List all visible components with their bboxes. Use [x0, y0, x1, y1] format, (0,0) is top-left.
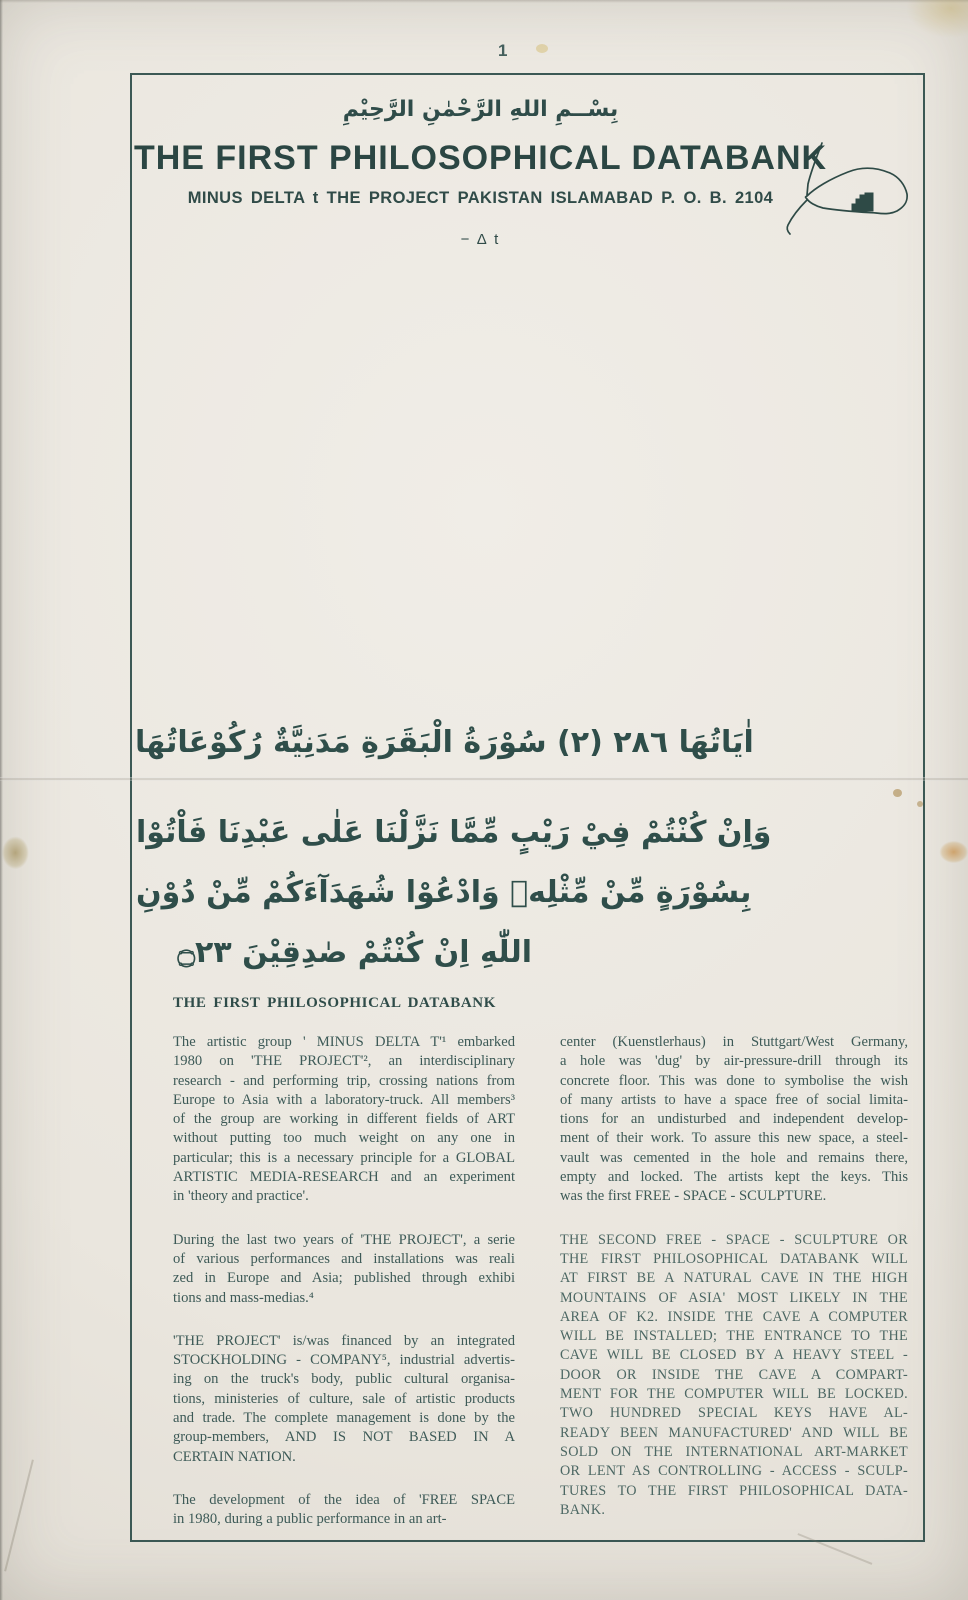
page-border-frame [130, 73, 925, 1542]
paragraph: center (Kuenstlerhaus) in Stuttgart/West Germany, a hole was 'dug' by air-pressure-drill through its concrete floor. This was done to symbolise the wish of many artists to have a space free of social limita- tions for an undisturbed and independent develop- ment of their work. To assure this new space, a steel- vault was cemented in the hole and remains there, empty and locked. The artists kept the keys. This was the first FREE - SPACE - SCULPTURE. [560, 1034, 908, 1205]
section-heading: THE FIRST PHILOSOPHICAL DATABANK [173, 995, 497, 1011]
crease-bottom-left [4, 1459, 34, 1571]
bismillah-calligraphy: بِسْــمِ اللهِ الرَّحْمٰنِ الرَّحِيْمِ [342, 97, 619, 122]
quran-verse-line-1: وَاِنْ كُنْتُمْ فِيْ رَيْبٍ مِّمَّا نَزَّلْنَا عَلٰى عَبْدِنَا فَاْتُوْا [136, 815, 772, 850]
minus-delta-t-mark: − Δ t [460, 231, 501, 248]
paragraph: During the last two years of 'THE PROJECT', a serie of various performances and installations was reali zed in Europe and Asia; published through exhibi tions and mass-medias.⁴ [173, 1231, 515, 1306]
subtitle: MINUS DELTA t THE PROJECT PAKISTAN ISLAMABAD P. O. B. 2104 [187, 189, 774, 207]
scan-edge-shadow-top [0, 0, 968, 3]
page-title: THE FIRST PHILOSOPHICAL DATABANK [133, 139, 828, 177]
fold-crease [0, 777, 968, 781]
quran-verse-line-2: بِسُوْرَةٍ مِّنْ مِّثْلِهٖ وَادْعُوْا شُهَدَآءَكُمْ مِّنْ دُوْنِ [136, 875, 752, 910]
page-number: 1 [498, 41, 508, 60]
stain [1, 833, 37, 877]
quran-verse-line-3: اللّٰهِ اِنْ كُنْتُمْ صٰدِقِيْنَ ۝٢٣ [177, 935, 532, 970]
right-column [560, 1033, 908, 1544]
paragraph-capitals: THE SECOND FREE - SPACE - SCULPTURE OR THE FIRST PHILOSOPHICAL DATABANK WILL AT FIRST BE A NATURAL CAVE IN THE HIGH MOUNTAINS OF ASIA' MOST LIKELY IN THE AREA OF K2. INSIDE THE CAVE A COMPUTER WILL BE INSTALLED; THE ENTRANCE TO THE CAVE WILL BE CLOSED BY A HEAVY STEEL - DOOR OR INSIDE THE CAVE A COMPART- MENT FOR THE COMPUTER WILL BE LOCKED. TWO HUNDRED SPECIAL KEYS HAVE AL- READY BEEN MANUFACTURED' AND WILL BE SOLD ON THE INTERNATIONAL ART-MARKET OR LENT AS CONTROLLING - ACCESS - SCULP- TURES TO THE FIRST PHILOSOPHICAL DATA- BANK. [560, 1231, 908, 1518]
stain [873, 0, 968, 48]
scan-edge-shadow-left [0, 0, 3, 1600]
hand-drawn-map-sketch [745, 123, 917, 265]
left-column [173, 1033, 515, 1554]
quran-surah-header-line: اٰيَاتُهَا ٢٨٦ (٢) سُوْرَةُ الْبَقَرَةِ مَدَنِيَّةٌ رُكُوْعَاتُهَا [135, 725, 754, 760]
paragraph: 'THE PROJECT' is/was financed by an integrated STOCKHOLDING - COMPANY⁵, industrial advertis- ing on the truck's body, public cultural organisa- tions, ministeries of culture, sale of artistic products and trade. The complete management is done by the group-members, AND IS NOT BASED IN A CERTAIN NATION. [173, 1332, 515, 1465]
stain [536, 44, 548, 53]
paragraph: The artistic group ' MINUS DELTA T'¹ embarked 1980 on 'THE PROJECT'², an interdisciplinary research - and performing trip, crossing nations from Europe to Asia with a laboratory-truck. All members³ of the group are working in different fields of ART without putting too much weight on any one in particular; this is a necessary principle for a GLOBAL ARTISTIC MEDIA-RESEARCH and an experiment in 'theory and practice'. [173, 1034, 515, 1205]
paragraph: The development of the idea of 'FREE SPACE in 1980, during a public performance in an art- [173, 1491, 515, 1528]
stain [934, 838, 968, 866]
sketch-filled-blob [852, 193, 873, 211]
